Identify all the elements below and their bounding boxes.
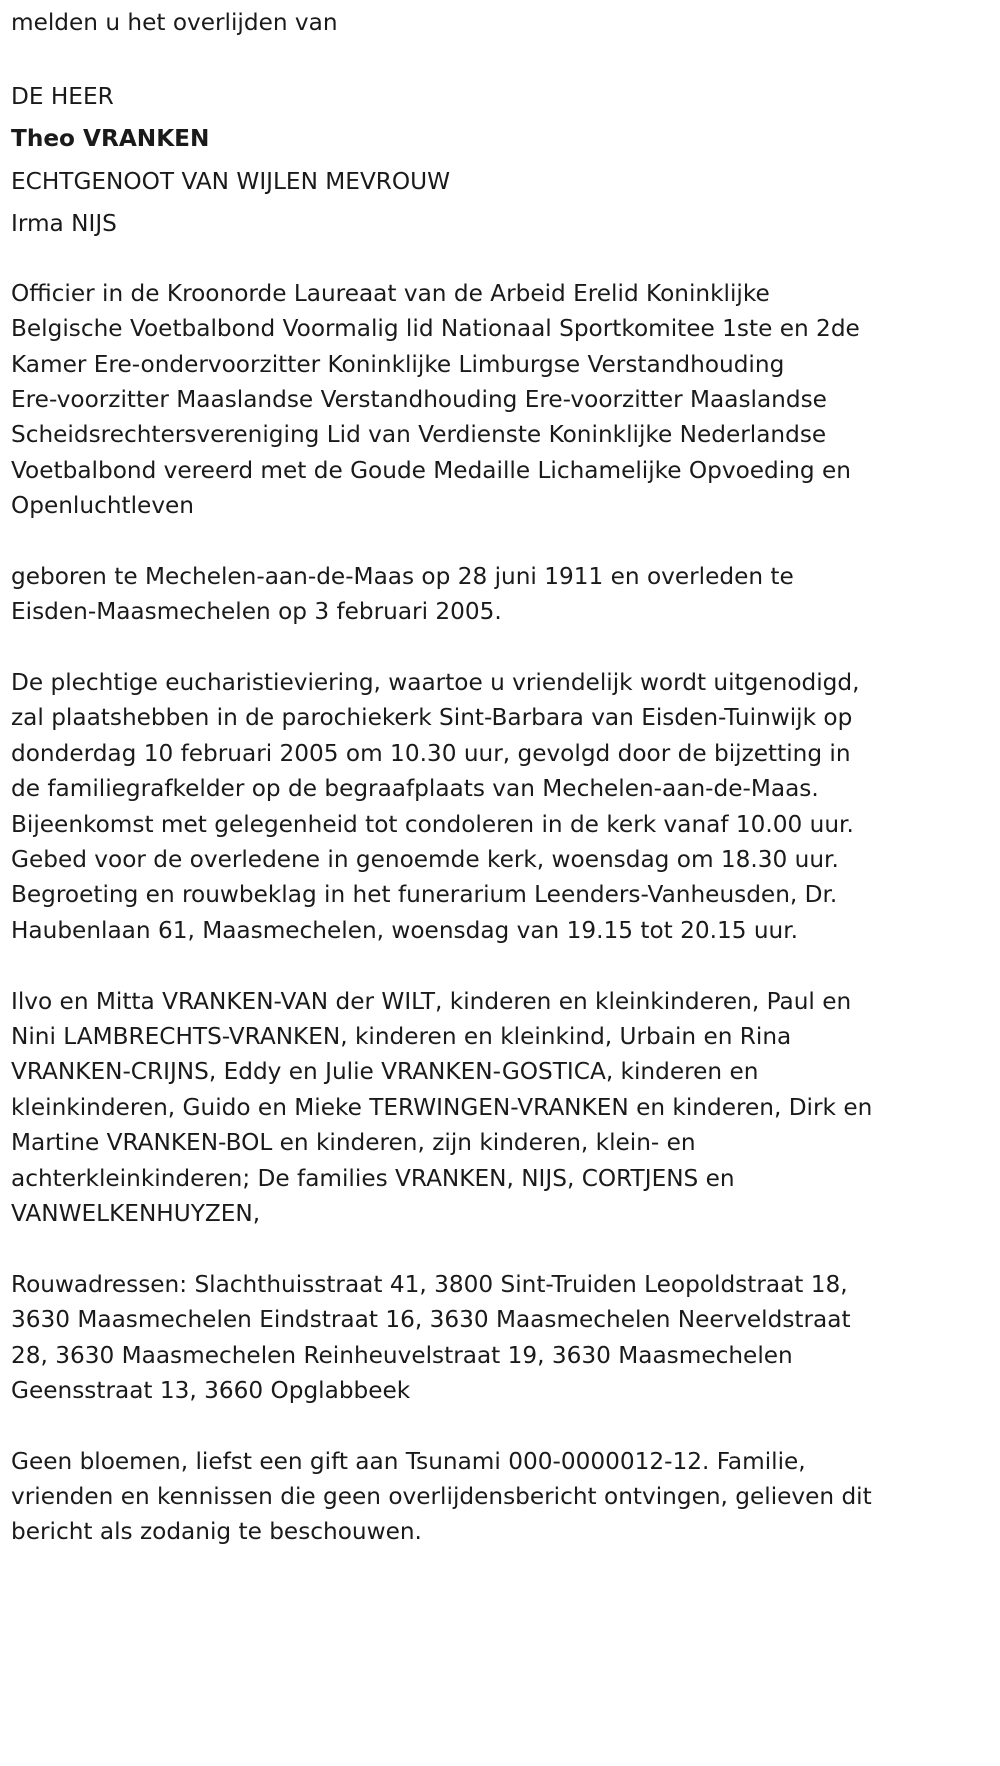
family-line: Martine VRANKEN-BOL en kinderen, zijn kinderen, klein- en: [11, 1129, 696, 1157]
ceremony-line: de familiegrafkelder op de begraafplaats van Mechelen-aan-de-Maas.: [11, 775, 819, 803]
honours-line: Voetbalbond vereerd met de Goude Medaille Lichamelijke Opvoeding en: [11, 456, 851, 484]
birth-death-line: geboren te Mechelen-aan-de-Maas op 28 juni 1911 en overleden te: [11, 562, 794, 590]
birth-death-line: Eisden-Maasmechelen op 3 februari 2005.: [11, 598, 502, 626]
deceased-title: DE HEER: [11, 82, 114, 110]
spacer: [11, 246, 991, 276]
honours-paragraph: [11, 276, 991, 524]
spacer: [11, 1408, 991, 1443]
ceremony-line: zal plaatshebben in de parochiekerk Sint-Barbara van Eisden-Tuinwijk op: [11, 704, 853, 732]
addresses-paragraph: [11, 1267, 991, 1409]
obituary-document: [11, 5, 991, 1550]
ceremony-line: Begroeting en rouwbeklag in het funerarium Leenders-Vanheusden, Dr.: [11, 881, 838, 909]
spouse-name: Irma NIJS: [11, 210, 117, 238]
address-line: 3630 Maasmechelen Eindstraat 16, 3630 Maasmechelen Neerveldstraat: [11, 1306, 851, 1334]
intro-text: melden u het overlijden van: [11, 9, 338, 36]
ceremony-line: Gebed voor de overledene in genoemde kerk, woensdag om 18.30 uur.: [11, 846, 839, 874]
honours-line: Belgische Voetbalbond Voormalig lid Nationaal Sportkomitee 1ste en 2de: [11, 315, 860, 343]
closing-paragraph: [11, 1444, 991, 1550]
family-line: kleinkinderen, Guido en Mieke TERWINGEN-VRANKEN en kinderen, Dirk en: [11, 1093, 873, 1121]
honours-line: Ere-voorzitter Maaslandse Verstandhouding Ere-voorzitter Maaslandse: [11, 385, 827, 413]
family-line: VRANKEN-CRIJNS, Eddy en Julie VRANKEN-GOSTICA, kinderen en: [11, 1058, 759, 1086]
address-line: Rouwadressen: Slachthuisstraat 41, 3800 Sint-Truiden Leopoldstraat 18,: [11, 1270, 848, 1298]
spacer: [11, 524, 991, 559]
honours-line: Scheidsrechtersvereniging Lid van Verdienste Koninklijke Nederlandse: [11, 421, 827, 449]
deceased-name: Theo VRANKEN: [11, 125, 210, 153]
spacer: [11, 1231, 991, 1266]
spacer: [11, 630, 991, 665]
spacer: [11, 40, 991, 75]
ceremony-paragraph: [11, 665, 991, 948]
honours-line: Openluchtleven: [11, 492, 194, 520]
family-line: achterkleinkinderen; De families VRANKEN, NIJS, CORTJENS en: [11, 1164, 735, 1192]
ceremony-line: Bijeenkomst met gelegenheid tot condoleren in de kerk vanaf 10.00 uur.: [11, 810, 854, 838]
ceremony-line: Haubenlaan 61, Maasmechelen, woensdag van 19.15 tot 20.15 uur.: [11, 916, 799, 944]
address-line: Geensstraat 13, 3660 Opglabbeek: [11, 1376, 411, 1404]
closing-line: bericht als zodanig te beschouwen.: [11, 1518, 422, 1546]
closing-line: Geen bloemen, liefst een gift aan Tsunami 000-0000012-12. Familie,: [11, 1447, 806, 1475]
honours-line: Kamer Ere-ondervoorzitter Koninklijke Limburgse Verstandhouding: [11, 350, 785, 378]
ceremony-line: donderdag 10 februari 2005 om 10.30 uur, gevolgd door de bijzetting in: [11, 739, 851, 767]
spacer: [11, 948, 991, 983]
family-line: Nini LAMBRECHTS-VRANKEN, kinderen en kleinkind, Urbain en Rina: [11, 1022, 792, 1050]
honours-line: Officier in de Kroonorde Laureaat van de Arbeid Erelid Koninklijke: [11, 279, 770, 307]
family-line: Ilvo en Mitta VRANKEN-VAN der WILT, kinderen en kleinkinderen, Paul en: [11, 987, 852, 1015]
birth-death-paragraph: [11, 559, 991, 630]
family-paragraph: [11, 984, 991, 1232]
ceremony-line: De plechtige eucharistieviering, waartoe u vriendelijk wordt uitgenodigd,: [11, 669, 860, 697]
address-line: 28, 3630 Maasmechelen Reinheuvelstraat 19, 3630 Maasmechelen: [11, 1341, 793, 1369]
family-line: VANWELKENHUYZEN,: [11, 1199, 261, 1227]
deceased-block: [11, 76, 991, 246]
closing-line: vrienden en kennissen die geen overlijdensbericht ontvingen, gelieven dit: [11, 1483, 872, 1511]
deceased-relation: ECHTGENOOT VAN WIJLEN MEVROUW: [11, 167, 451, 195]
